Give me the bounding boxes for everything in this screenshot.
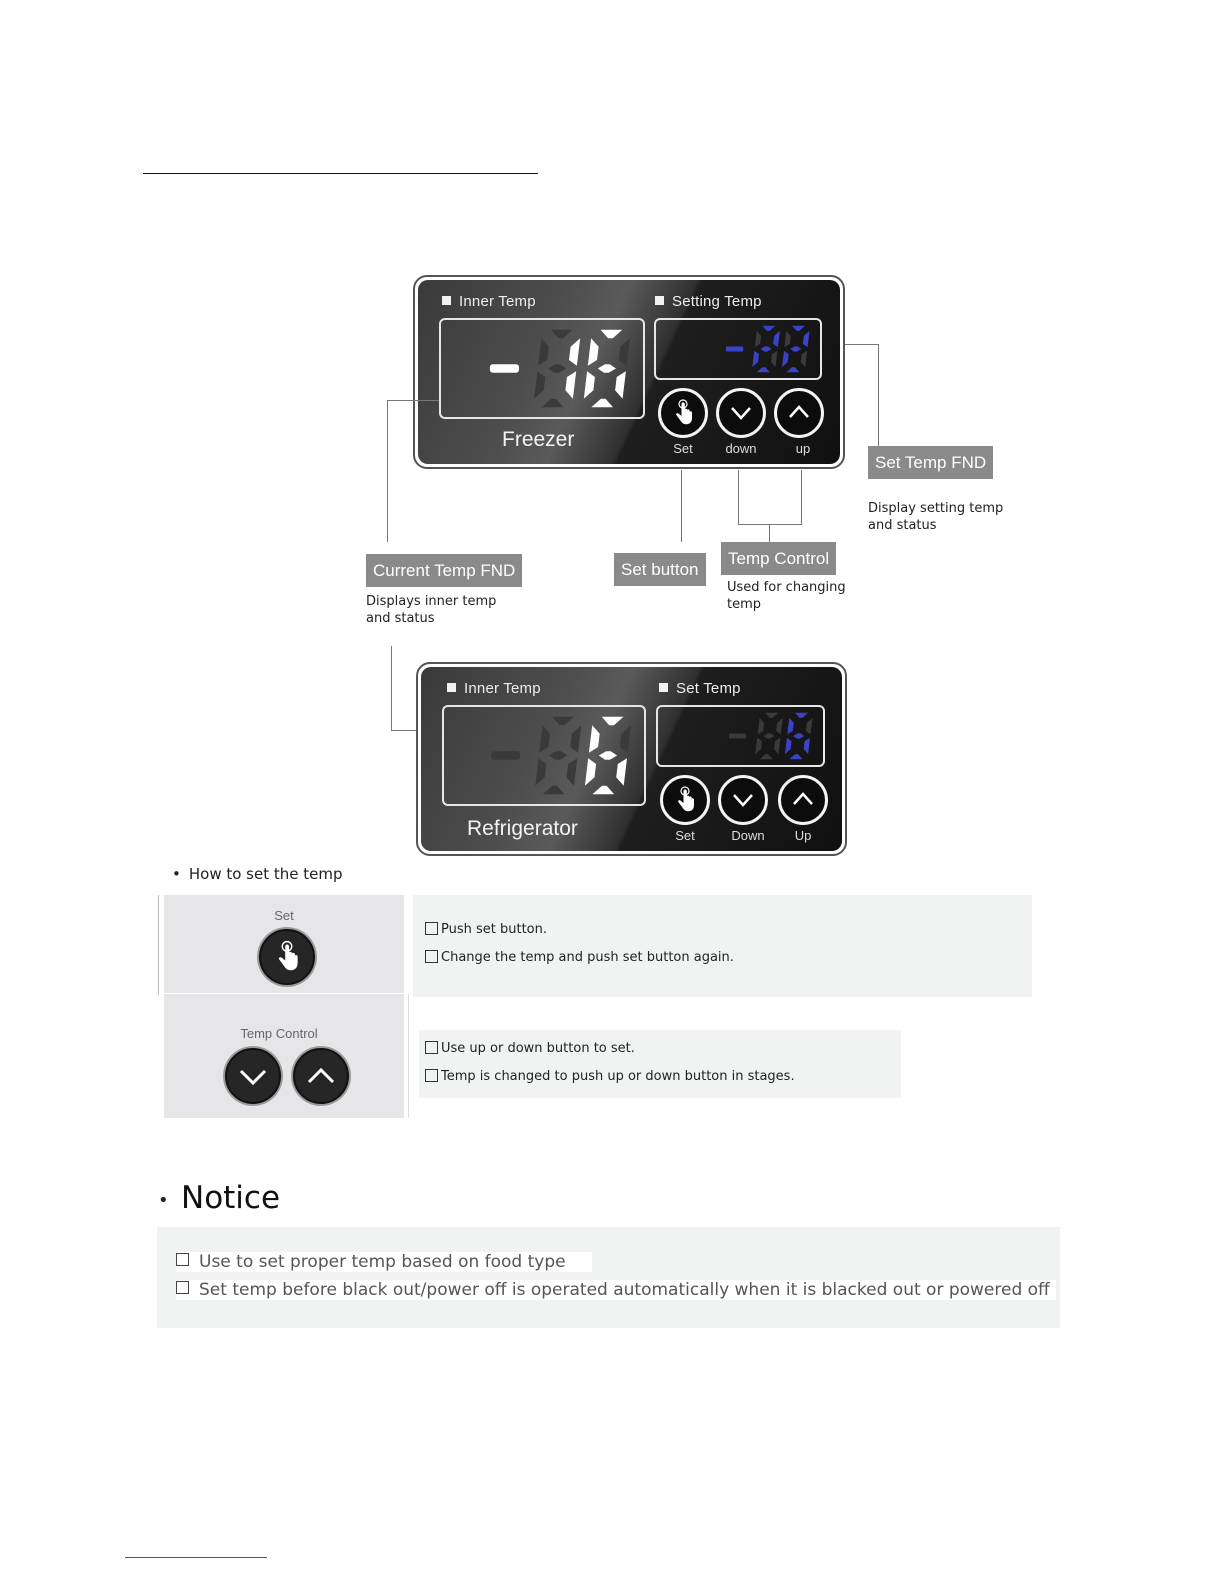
fridge-set-temp-fnd [656, 705, 825, 767]
segment-a [602, 717, 624, 726]
notice-box [157, 1227, 1060, 1328]
how-to-heading [172, 865, 343, 883]
chevron-up-icon [777, 391, 821, 435]
freezer-setting-temp-text: Setting Temp [672, 293, 762, 310]
fridge-down-button[interactable] [718, 775, 768, 825]
checkbox-icon [176, 1281, 189, 1294]
leader-temp-down-v [738, 470, 739, 525]
segment-a [552, 717, 574, 726]
fridge-current-temp-fnd [442, 705, 646, 806]
fridge-set-temp-label [659, 680, 741, 697]
leader-current-fnd-v [387, 400, 388, 542]
segment-b [806, 718, 813, 734]
checkbox-icon [425, 1041, 438, 1054]
segment-b [776, 718, 783, 734]
freezer-set-caption: Set [673, 441, 693, 456]
segment-g [599, 751, 617, 760]
segment-e [785, 738, 792, 754]
segment-f [787, 718, 794, 734]
segment-d [591, 399, 613, 408]
chevron-up-icon [295, 1050, 347, 1102]
segment-e [584, 371, 595, 399]
temp-control-desc-1: Used for changing [727, 580, 846, 595]
freezer-setting-temp-label [655, 293, 762, 310]
set-step-1-text: Push set button. [441, 922, 548, 937]
segment-a [551, 330, 573, 339]
segment-c [565, 371, 576, 399]
temp-control-illustration-cell [164, 994, 404, 1118]
how-to-left-border-2 [408, 994, 409, 1118]
freezer-up-button[interactable] [774, 388, 824, 438]
set-illustration-caption: Set [274, 908, 294, 923]
freezer-title: Freezer [502, 428, 575, 451]
segment-g [761, 346, 772, 351]
hand-pointer-icon [261, 931, 313, 983]
freezer-down-button[interactable] [716, 388, 766, 438]
control-step-1-text: Use up or down button to set. [441, 1041, 635, 1056]
control-step-1 [425, 1041, 635, 1056]
leader-temp-up-v [801, 470, 802, 525]
freezer-set-temp-fnd [654, 318, 822, 380]
segment-c [616, 758, 627, 786]
control-step-2-text: Temp is changed to push up or down button in stages. [441, 1069, 795, 1084]
segment-f [758, 718, 765, 734]
current-temp-fnd-desc-1: Displays inner temp [366, 594, 497, 609]
segment-a [601, 330, 623, 339]
fridge-title: Refrigerator [467, 817, 578, 840]
refrigerator-control-panel [416, 662, 847, 856]
minus-segment [491, 751, 520, 760]
temp-control-illustration-caption: Temp Control [240, 1026, 318, 1041]
fridge-set-temp-text: Set Temp [676, 680, 741, 697]
fridge-up-button[interactable] [778, 775, 828, 825]
how-to-heading-text: How to set the temp [188, 865, 343, 883]
how-to-left-border [158, 895, 159, 995]
indicator-square-icon [655, 296, 664, 305]
notice-item-2-text: Set temp before black out/power off is operated automatically when it is blacked out or powered off [199, 1280, 1050, 1300]
segment-f [784, 331, 790, 347]
set-step-2-text: Change the temp and push set button again. [441, 950, 734, 965]
notice-bullet-icon: • [158, 1190, 169, 1211]
freezer-down-caption: down [725, 441, 757, 456]
segment-a [765, 713, 778, 718]
segment-g [793, 733, 804, 738]
segment-c [801, 351, 808, 367]
segment-f [755, 331, 761, 347]
segment-e [534, 371, 545, 399]
leader-set-fnd-v [878, 344, 879, 446]
segment-d [542, 399, 564, 408]
leader-temp-bracket-h [738, 524, 802, 525]
segment-b [620, 725, 631, 753]
hand-pointer-icon [663, 778, 707, 822]
segment-a [795, 713, 808, 718]
segment-g [548, 364, 566, 373]
bullet-icon: • [172, 865, 181, 883]
minus-segment [490, 364, 519, 373]
segment-b [773, 331, 780, 347]
fridge-up-caption: Up [794, 828, 812, 843]
segment-b [569, 338, 580, 366]
indicator-square-icon [442, 296, 451, 305]
fridge-inner-temp-text: Inner Temp [464, 680, 541, 697]
current-temp-fnd-desc-2: and status [366, 611, 435, 626]
segment-g [764, 733, 775, 738]
segment-d [787, 367, 800, 372]
notice-item-2 [176, 1280, 1056, 1300]
segment-d [757, 367, 770, 372]
freezer-set-button[interactable] [658, 388, 708, 438]
segment-e [782, 351, 789, 367]
minus-segment [729, 733, 746, 738]
leader-set-fnd-h [845, 344, 879, 345]
checkbox-icon [425, 922, 438, 935]
segment-f [589, 725, 600, 753]
freezer-up-caption: up [795, 441, 811, 456]
segment-b [619, 338, 630, 366]
segment-g [549, 751, 567, 760]
segment-d [789, 754, 802, 759]
leader-set-button-v [681, 470, 682, 542]
indicator-square-icon [447, 683, 456, 692]
segment-d [543, 786, 565, 795]
notice-item-1 [176, 1252, 592, 1272]
down-illustration-button [225, 1048, 281, 1104]
leader-fridge-fnd-v [391, 646, 392, 731]
segment-c [774, 738, 780, 754]
set-button-tag: Set button [614, 553, 706, 586]
chevron-down-icon [721, 778, 765, 822]
segment-e [755, 738, 762, 754]
segment-c [804, 738, 810, 754]
segment-g [790, 346, 801, 351]
footnote-rule [125, 1557, 267, 1558]
fridge-down-caption: Down [731, 828, 765, 843]
segment-b [803, 331, 810, 347]
segment-d [592, 786, 614, 795]
segment-c [771, 351, 778, 367]
current-temp-fnd-tag: Current Temp FND [366, 554, 522, 587]
freezer-control-panel [413, 275, 845, 469]
set-steps-box [413, 895, 1032, 997]
set-illustration-button [259, 929, 315, 985]
segment-b [570, 725, 581, 753]
checkbox-icon [425, 950, 438, 963]
control-step-2 [425, 1069, 795, 1084]
checkbox-icon [176, 1253, 189, 1266]
freezer-current-temp-digits [441, 320, 643, 417]
checkbox-icon [425, 1069, 438, 1082]
fridge-current-temp-digits [444, 707, 644, 804]
segment-c [615, 371, 626, 399]
segment-a [762, 326, 775, 331]
notice-item-1-text: Use to set proper temp based on food type [199, 1252, 566, 1272]
temp-control-desc-2: temp [727, 597, 762, 612]
fridge-set-button[interactable] [660, 775, 710, 825]
chevron-down-icon [719, 391, 763, 435]
segment-e [535, 758, 546, 786]
fridge-set-temp-digits [658, 707, 823, 765]
freezer-inner-temp-text: Inner Temp [459, 293, 536, 310]
segment-f [588, 338, 599, 366]
freezer-set-temp-digits [656, 320, 820, 378]
segment-e [752, 351, 759, 367]
set-temp-fnd-tag: Set Temp FND [868, 446, 993, 479]
set-temp-fnd-desc-1: Display setting temp [868, 501, 1004, 516]
chevron-up-icon [781, 778, 825, 822]
segment-d [760, 754, 773, 759]
fridge-inner-temp-label [447, 680, 541, 697]
hand-pointer-icon [661, 391, 705, 435]
segment-f [539, 725, 550, 753]
set-step-2 [425, 950, 734, 965]
header-rule [143, 173, 538, 174]
up-illustration-button [293, 1048, 349, 1104]
leader-temp-stem [769, 524, 770, 542]
chevron-down-icon [227, 1050, 279, 1102]
freezer-current-temp-fnd [439, 318, 645, 419]
set-temp-fnd-desc-2: and status [868, 518, 937, 533]
set-step-1 [425, 922, 547, 937]
segment-g [598, 364, 616, 373]
notice-title: Notice [181, 1180, 281, 1216]
indicator-square-icon [659, 683, 668, 692]
segment-e [585, 758, 596, 786]
segment-c [567, 758, 578, 786]
fridge-set-caption: Set [675, 828, 695, 843]
temp-control-tag: Temp Control [721, 542, 836, 575]
minus-segment [726, 346, 743, 351]
leader-current-fnd-h [387, 400, 439, 401]
segment-f [538, 338, 549, 366]
segment-a [792, 326, 805, 331]
freezer-inner-temp-label [442, 293, 536, 310]
